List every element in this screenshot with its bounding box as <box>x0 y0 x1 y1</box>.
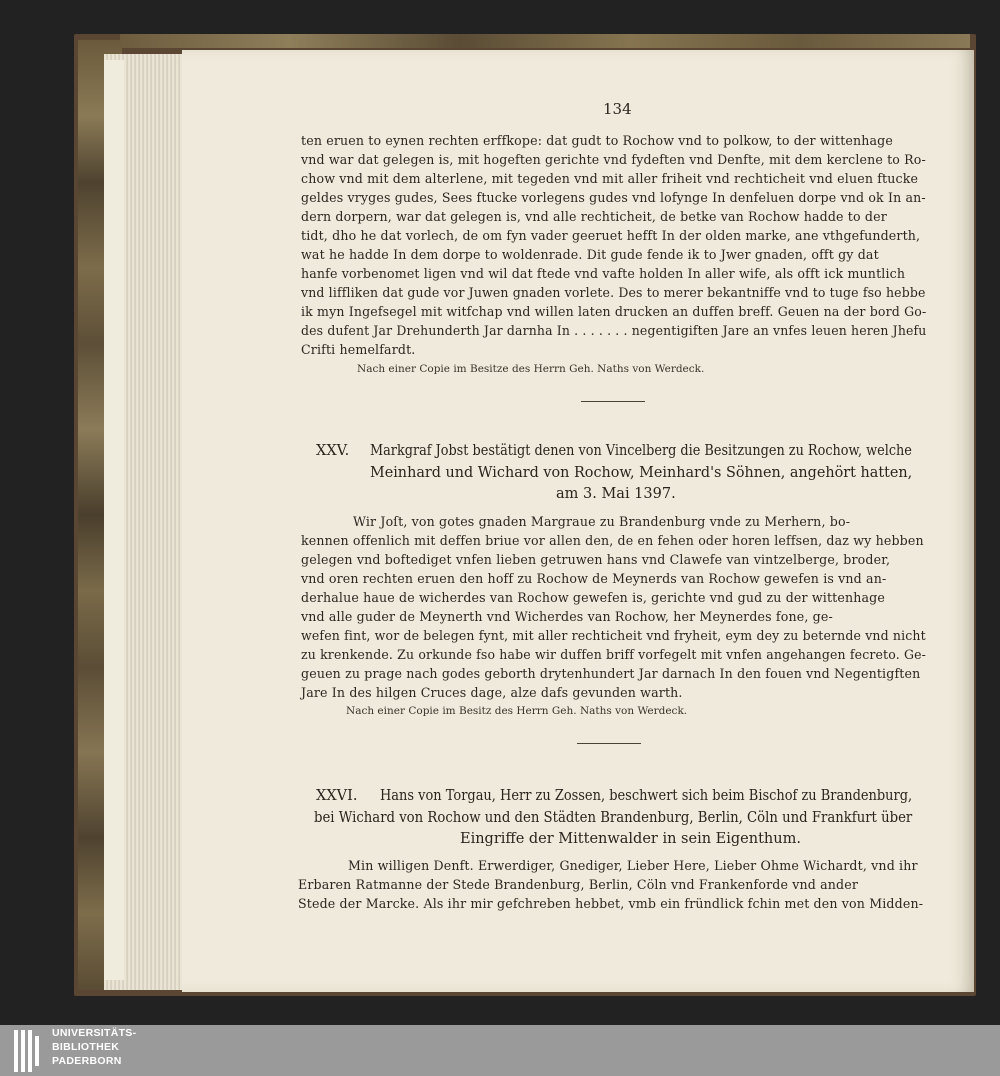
section-body-line: Erbaren Ratmanne der Stede Brandenburg, Berlin, Cöln vnd Frankenforde vnd ander <box>298 877 859 892</box>
library-logo-icon <box>14 1030 44 1072</box>
page-number: 134 <box>603 100 632 118</box>
page-stack-left <box>104 60 124 980</box>
section-body-line: Stede der Marcke. Als ihr mir gefchreben hebbet, vmb ein fründlick fchin met den von Midden- <box>298 896 924 911</box>
intro-line: geldes vryges gudes, Sees ftucke vorlegens gudes vnd lofynge In denfeluen dorpe vnd ok In an- <box>301 190 926 205</box>
section-body-line: geuen zu prage nach godes geborth drytenhundert Jar darnach In den fouen vnd Negentigften <box>301 666 921 681</box>
intro-line: Crifti hemelfardt. <box>301 342 416 357</box>
section-heading-line: bei Wichard von Rochow und den Städten Brandenburg, Berlin, Cöln und Frankfurt über <box>314 810 913 826</box>
section-heading-line: Markgraf Jobst bestätigt denen von Vincelberg die Besitzungen zu Rochow, welche <box>370 443 912 459</box>
section-body-line: zu krenkende. Zu orkunde fso habe wir duffen briff vorfegelt mit vnfen angehangen fecreto. Ge- <box>301 647 927 662</box>
section-heading-line: Hans von Torgau, Herr zu Zossen, beschwert sich beim Bischof zu Brandenburg, <box>380 788 913 804</box>
section-divider <box>581 401 645 402</box>
intro-line: des dufent Jar Drehunderth Jar darnha In . . . . . . . negentigiften Jare an vnfes leuen heren Jhefu <box>301 323 927 338</box>
intro-line: hanfe vorbenomet ligen vnd wil dat ftede vnd vafte holden In aller wife, als offt ick muntlich <box>301 266 906 281</box>
section-body-line: Wir Joſt, von gotes gnaden Margraue zu Brandenburg vnde zu Merhern, bo- <box>353 514 851 529</box>
section-body-line: gelegen vnd boftediget vnfen lieben getruwen hans vnd Clawefe van vintzelberge, broder, <box>301 552 891 567</box>
source-note: Nach einer Copie im Besitz des Herrn Geh. Naths von Werdeck. <box>346 705 688 717</box>
section-body-line: Min willigen Denft. Erwerdiger, Gnediger, Lieber Here, Lieber Ohme Wichardt, vnd ihr <box>348 858 918 873</box>
intro-line: vnd lifflikеn dat gude vor Juwen gnaden vorlete. Des to merer bekantniffe vnd to tuge fso hebbe <box>301 285 926 300</box>
library-name-line: PADERBORN <box>52 1055 122 1067</box>
section-body-line: derhalue haue de wicherdes van Rochow gewefen is, gerichte vnd gud zu der wittenhage <box>301 590 885 605</box>
section-body-line: vnd alle guder de Meynerth vnd Wicherdes van Rochow, her Meynerdes fone, ge- <box>301 609 833 624</box>
intro-line: dern dorpern, war dat gelegen is, vnd alle rechticheit, de betke van Rochow hadde to der <box>301 209 887 224</box>
intro-line: tidt, dho he dat vorlech, de om fyn vader geeruet hefft In der olden marke, ane vthgefunderth, <box>301 228 921 243</box>
section-number: XXVI. <box>316 788 358 804</box>
source-note: Nach einer Copie im Besitze des Herrn Geh. Naths von Werdeck. <box>357 363 705 375</box>
section-heading-line: Eingriffe der Mittenwalder in sein Eigenthum. <box>460 831 801 847</box>
section-date: am 3. Mai 1397. <box>556 486 676 502</box>
intro-line: chow vnd mit dem alterlene, mit tegeden vnd mit aller friheit vnd rechticheit vnd eluen ftucke <box>301 171 919 186</box>
library-footer <box>0 1025 1000 1076</box>
section-body-line: vnd oren rechten eruen den hoff zu Rochow de Meynerds van Rochow gewefen is vnd an- <box>301 571 887 586</box>
intro-line: wat he hadde In dem dorpe to woldenrade. Dit gude fende ik to Jwer gnaden, offt gy dat <box>301 247 879 262</box>
marbled-cover-top <box>120 34 970 48</box>
section-body-line: kennen offenlich mit deffen briue vor allen den, de en fehen oder horen leffsen, daz wy hebben <box>301 533 924 548</box>
section-body-line: Jare In des hilgen Cruces dage, alze dafs gevunden warth. <box>301 685 683 700</box>
intro-line: vnd war dat gelegen is, mit hogeften gerichte vnd fydeften vnd Denfte, mit dem kerclene to Ro- <box>301 152 926 167</box>
intro-line: ik myn Ingefsegel mit witfchap vnd willen laten drucken an duffen breff. Geuen na der bord Go- <box>301 304 927 319</box>
library-name-line: BIBLIOTHEK <box>52 1041 120 1053</box>
section-divider <box>577 743 641 744</box>
section-body-line: wefen fint, wor de belegen fynt, mit aller rechticheit vnd fryheit, eym dey zu beternde vnd nicht <box>301 628 926 643</box>
library-name-line: UNIVERSITÄTS- <box>52 1027 137 1039</box>
section-heading-line: Meinhard und Wichard von Rochow, Meinhard's Söhnen, angehört hatten, <box>370 465 913 481</box>
section-number: XXV. <box>316 443 350 459</box>
intro-line: ten eruen to eynen rechten erffkope: dat gudt to Rochow vnd to polkow, to der wittenhage <box>301 133 894 148</box>
